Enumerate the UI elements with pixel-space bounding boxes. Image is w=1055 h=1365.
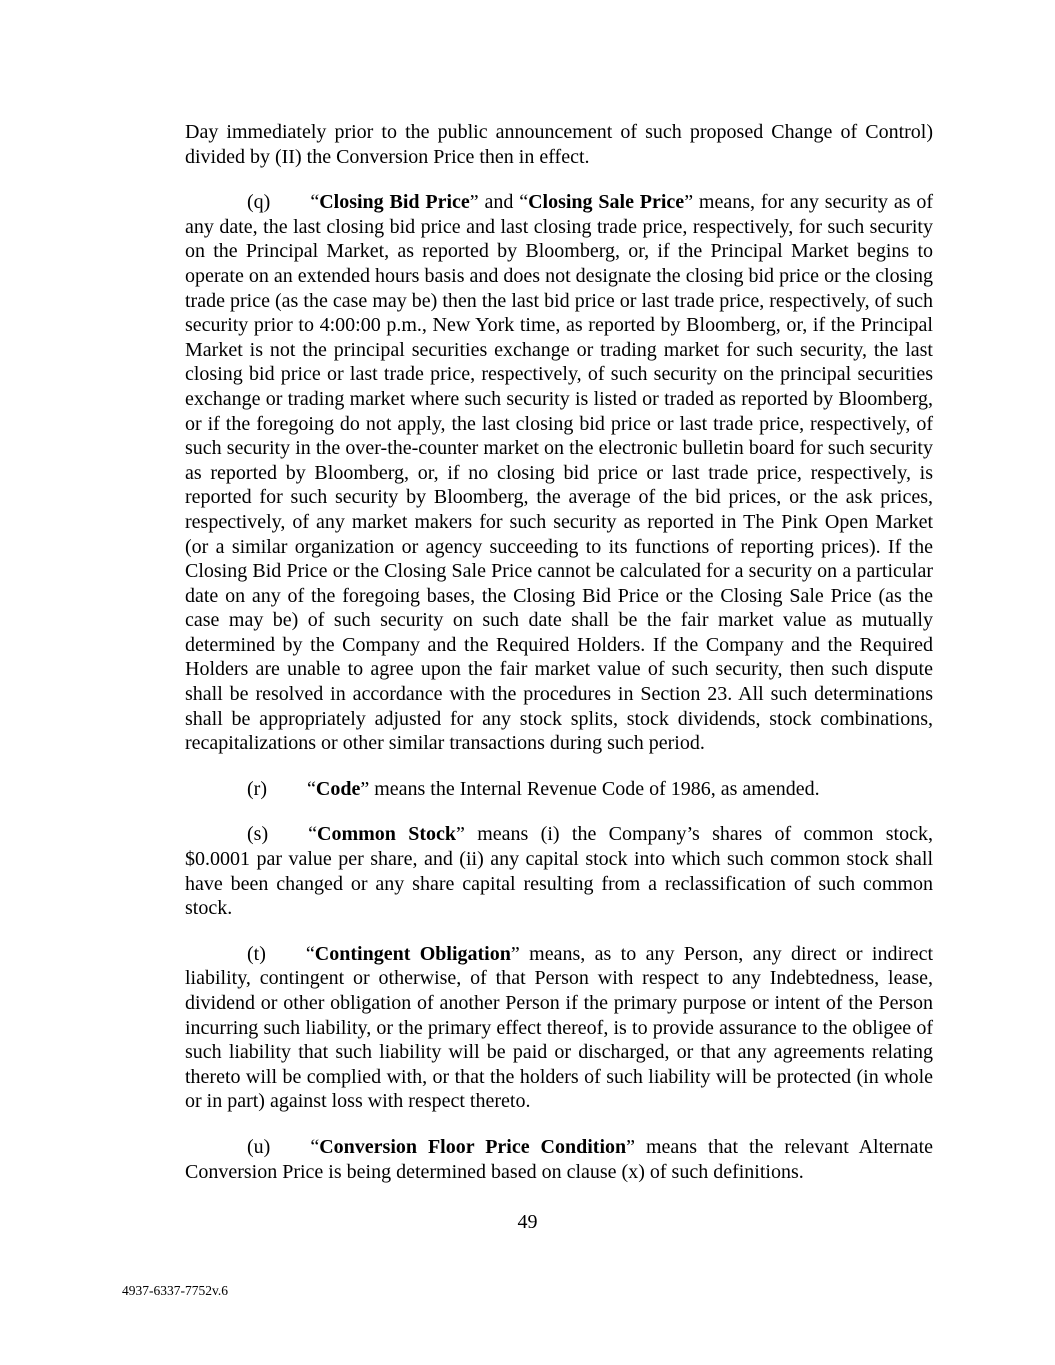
paragraph-label: (r) bbox=[247, 777, 267, 800]
defined-term: Contingent Obligation bbox=[314, 942, 511, 965]
paragraph-text: “ bbox=[310, 191, 320, 214]
defined-term: Closing Sale Price bbox=[528, 191, 685, 214]
paragraph-text: ” means that the relevant Alternate Conversion Price is being determined based on clause (x) of such definitions. bbox=[185, 1135, 933, 1183]
paragraph-definition-t-contingent-obligation bbox=[185, 942, 933, 1114]
paragraph-definition-u-conversion-floor-price-condition bbox=[185, 1135, 933, 1184]
paragraph-label: (s) bbox=[247, 823, 269, 846]
paragraph-text: ” and “ bbox=[469, 191, 529, 214]
defined-term: Common Stock bbox=[317, 823, 457, 846]
paragraph-text: “ bbox=[308, 823, 317, 846]
paragraph-text: “ bbox=[306, 777, 316, 800]
paragraph-text: ” means (i) the Company’s shares of common stock, $0.0001 par value per share, and (ii) any capital stock into which such common stock shall have been changed or any share capital resulting from a reclassification of such common stock. bbox=[185, 823, 933, 920]
defined-term: Code bbox=[315, 777, 361, 800]
paragraph-label: (q) bbox=[247, 191, 271, 214]
document-body bbox=[185, 120, 933, 1205]
defined-term: Conversion Floor Price Condition bbox=[319, 1135, 627, 1158]
defined-term: Closing Bid Price bbox=[319, 191, 470, 214]
paragraph-continuation bbox=[185, 120, 933, 169]
paragraph-text: “ bbox=[310, 1135, 320, 1158]
footer-doc-id: 4937-6337-7752v.6 bbox=[122, 1283, 228, 1298]
page-number: 49 bbox=[517, 1211, 538, 1233]
paragraph-text: ” means, for any security as of any date, the last closing bid price and last closing trade price, respectively, for such security on the Principal Market, as reported by Bloomberg, or, if the Principal Market begins to operate on an extended hours basis and does not designate the closing bid price or the closing trade price (as the case may be) then the last bid price or last trade price, respectively, of such security prior to 4:00:00 p.m., New York time, as reported by Bloomberg, or, if the Principal Market is not the principal securities exchange or trading market for such security, the last closing bid price or last trade price, respectively, of such security on the principal securities exchange or trading market where such security is listed or traded as reported by Bloomberg, or if the foregoing do not apply, the last closing bid price or last trade price, respectively, of such security in the over-the-counter market on the electronic bulletin board for such security as reported by Bloomberg, or, if no closing bid price or last trade price, respectively, is reported for such security by Bloomberg, the average of the bid prices, or the ask prices, respectively, of any market makers for such security as reported in The Pink Open Market (or a similar organization or agency succeeding to its functions of reporting prices). If the Closing Bid Price or the Closing Sale Price cannot be calculated for a security on a particular date on any of the foregoing bases, the Closing Bid Price or the Closing Sale Price (as the case may be) of such security on such date shall be the fair market value as mutually determined by the Company and the Required Holders. If the Company and the Required Holders are unable to agree upon the fair market value of such security, then such dispute shall be resolved in accordance with the procedures in Section 23. All such determinations shall be appropriately adjusted for any stock splits, stock dividends, stock combinations, recapitalizations or other similar transactions during such period. bbox=[185, 191, 933, 755]
paragraph-text: ” means, as to any Person, any direct or indirect liability, contingent or otherwise, of that Person with respect to any Indebtedness, lease, dividend or other obligation of another Person if the primary purpose or intent of the Person incurring such liability, or the primary effect thereof, is to provide assurance to the obligee of such liability that such liability will be paid or discharged, or that any agreements relating thereto will be complied with, or that the holders of such liability will be protected (in whole or in part) against loss with respect thereto. bbox=[185, 942, 934, 1113]
paragraph-definition-q-closing-bid-price bbox=[185, 190, 933, 756]
paragraph-text: Day immediately prior to the public announcement of such proposed Change of Control) divided by (II) the Conversion Price then in effect. bbox=[185, 121, 933, 168]
paragraph-text: ” means the Internal Revenue Code of 1986, as amended. bbox=[360, 777, 820, 800]
paragraph-label: (u) bbox=[247, 1135, 271, 1158]
paragraph-definition-r-code bbox=[185, 777, 933, 802]
paragraph-definition-s-common-stock bbox=[185, 822, 933, 920]
paragraph-label: (t) bbox=[247, 942, 266, 965]
paragraph-text: “ bbox=[305, 942, 315, 965]
